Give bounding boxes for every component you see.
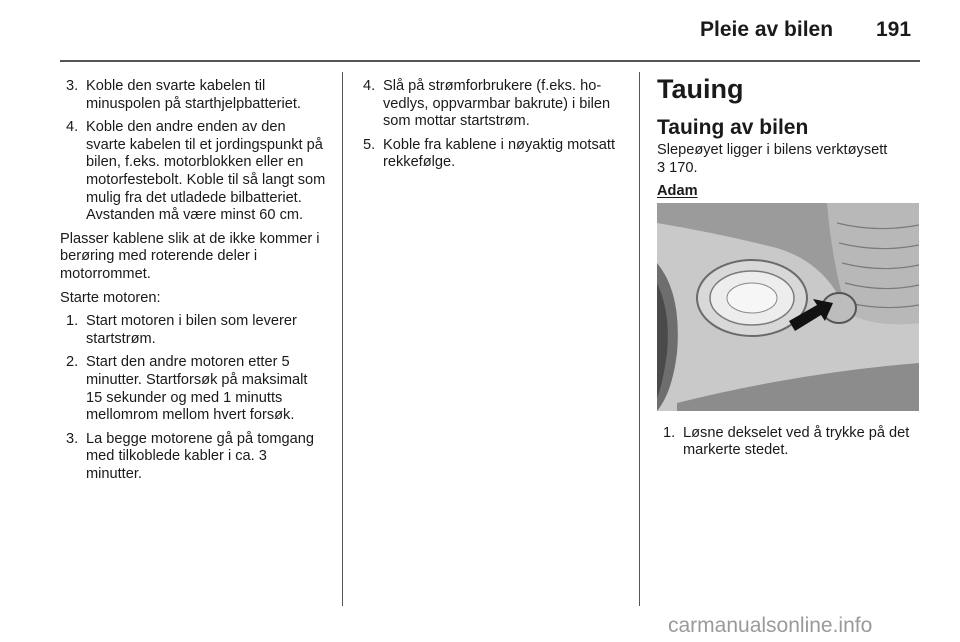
list-item-text: Start den andre motoren etter 5 minutter. Startforsøk på maksimalt 15 sekunder og med 1 minutts mellomrom mellom hvert forsøk. xyxy=(86,354,308,424)
list-item-text: Koble fra kablene i nøyaktig motsatt rekkefølge. xyxy=(383,136,615,171)
list-item: 1. Løsne dekselet ved å trykke på det markerte stedet. xyxy=(663,424,910,459)
list-item-text: Slå på strømforbrukere (f.eks. hovedlys, oppvarmbar bakrute) i bilen som mottar startstrøm. xyxy=(383,78,611,130)
column-2 xyxy=(357,78,623,178)
list-item: 4. Koble den andre enden av den svarte kabelen til et jordingspunkt på bilen, f.eks. motorblokken eller en motorfestebolt. Koble til så langt som mulig fra det utladede bilbatteriet. Avstanden må være minst 60 cm. xyxy=(66,119,326,224)
column-divider-1 xyxy=(342,72,343,606)
list-item: 3. La begge motorene gå på tomgang med tilkoblede kabler i ca. 3 minutter. xyxy=(66,430,314,482)
section-heading: Tauing xyxy=(657,74,744,104)
intro-text: Slepeøyet ligger i bilens verktøysett xyxy=(657,142,888,158)
list-item: 5. Koble fra kablene i nøyaktig motsatt rekkefølge. xyxy=(363,136,615,171)
column-1 xyxy=(60,78,326,489)
list-item: 2. Start den andre motoren etter 5 minutter. Startforsøk på maksimalt 15 sekunder og med 1 minutts mellomrom mellom hvert forsøk. xyxy=(66,354,308,424)
steps-list-c xyxy=(357,78,623,172)
figure-caption: Adam xyxy=(657,183,698,200)
list-item-text: Koble den svarte kabelen til minuspolen på starthjelpbatteriet. xyxy=(86,78,301,112)
column-3 xyxy=(657,74,921,466)
list-item: 4. Slå på strømforbrukere (f.eks. hovedlys, oppvarmbar bakrute) i bilen som mottar startstrøm. xyxy=(363,78,611,130)
list-item: 3. Koble den svarte kabelen til minuspolen på starthjelpbatteriet. xyxy=(66,78,301,112)
list-item: 1. Start motoren i bilen som leverer startstrøm. xyxy=(66,313,297,347)
header-title: Pleie av bilen xyxy=(700,18,834,41)
steps-list-d xyxy=(657,425,921,460)
car-bumper-illustration xyxy=(657,203,919,411)
column-divider-2 xyxy=(639,72,640,606)
page-number: 191 xyxy=(876,18,912,41)
list-item-text: Koble den andre enden av den svarte kabelen til et jordingspunkt på bilen, f.eks. motorblokken eller en motorfestebolt. Koble til så langt som mulig fra det utladede bilbatteriet. Avstanden må være minst 60 cm. xyxy=(86,119,326,224)
subsection-heading: Tauing av bilen xyxy=(657,116,809,139)
header-rule xyxy=(60,60,920,62)
list-item-text: Løsne dekselet ved å trykke på det markerte stedet. xyxy=(683,424,910,459)
list-item-text: La begge motorene gå på tomgang med tilkoblede kabler i ca. 3 minutter. xyxy=(86,430,314,482)
steps-list-a xyxy=(60,78,326,225)
watermark: carmanualsonline.info xyxy=(668,614,873,637)
paragraph: Starte motoren: xyxy=(60,289,161,306)
list-item-text: Start motoren i bilen som leverer startstrøm. xyxy=(86,313,297,347)
paragraph: Plasser kablene slik at de ikke kommer i berøring med roterende deler i motorrommet. xyxy=(60,230,320,282)
bumper-illustration-svg xyxy=(657,203,919,411)
page-reference: 3 170. xyxy=(657,159,698,176)
steps-list-b xyxy=(60,313,326,483)
